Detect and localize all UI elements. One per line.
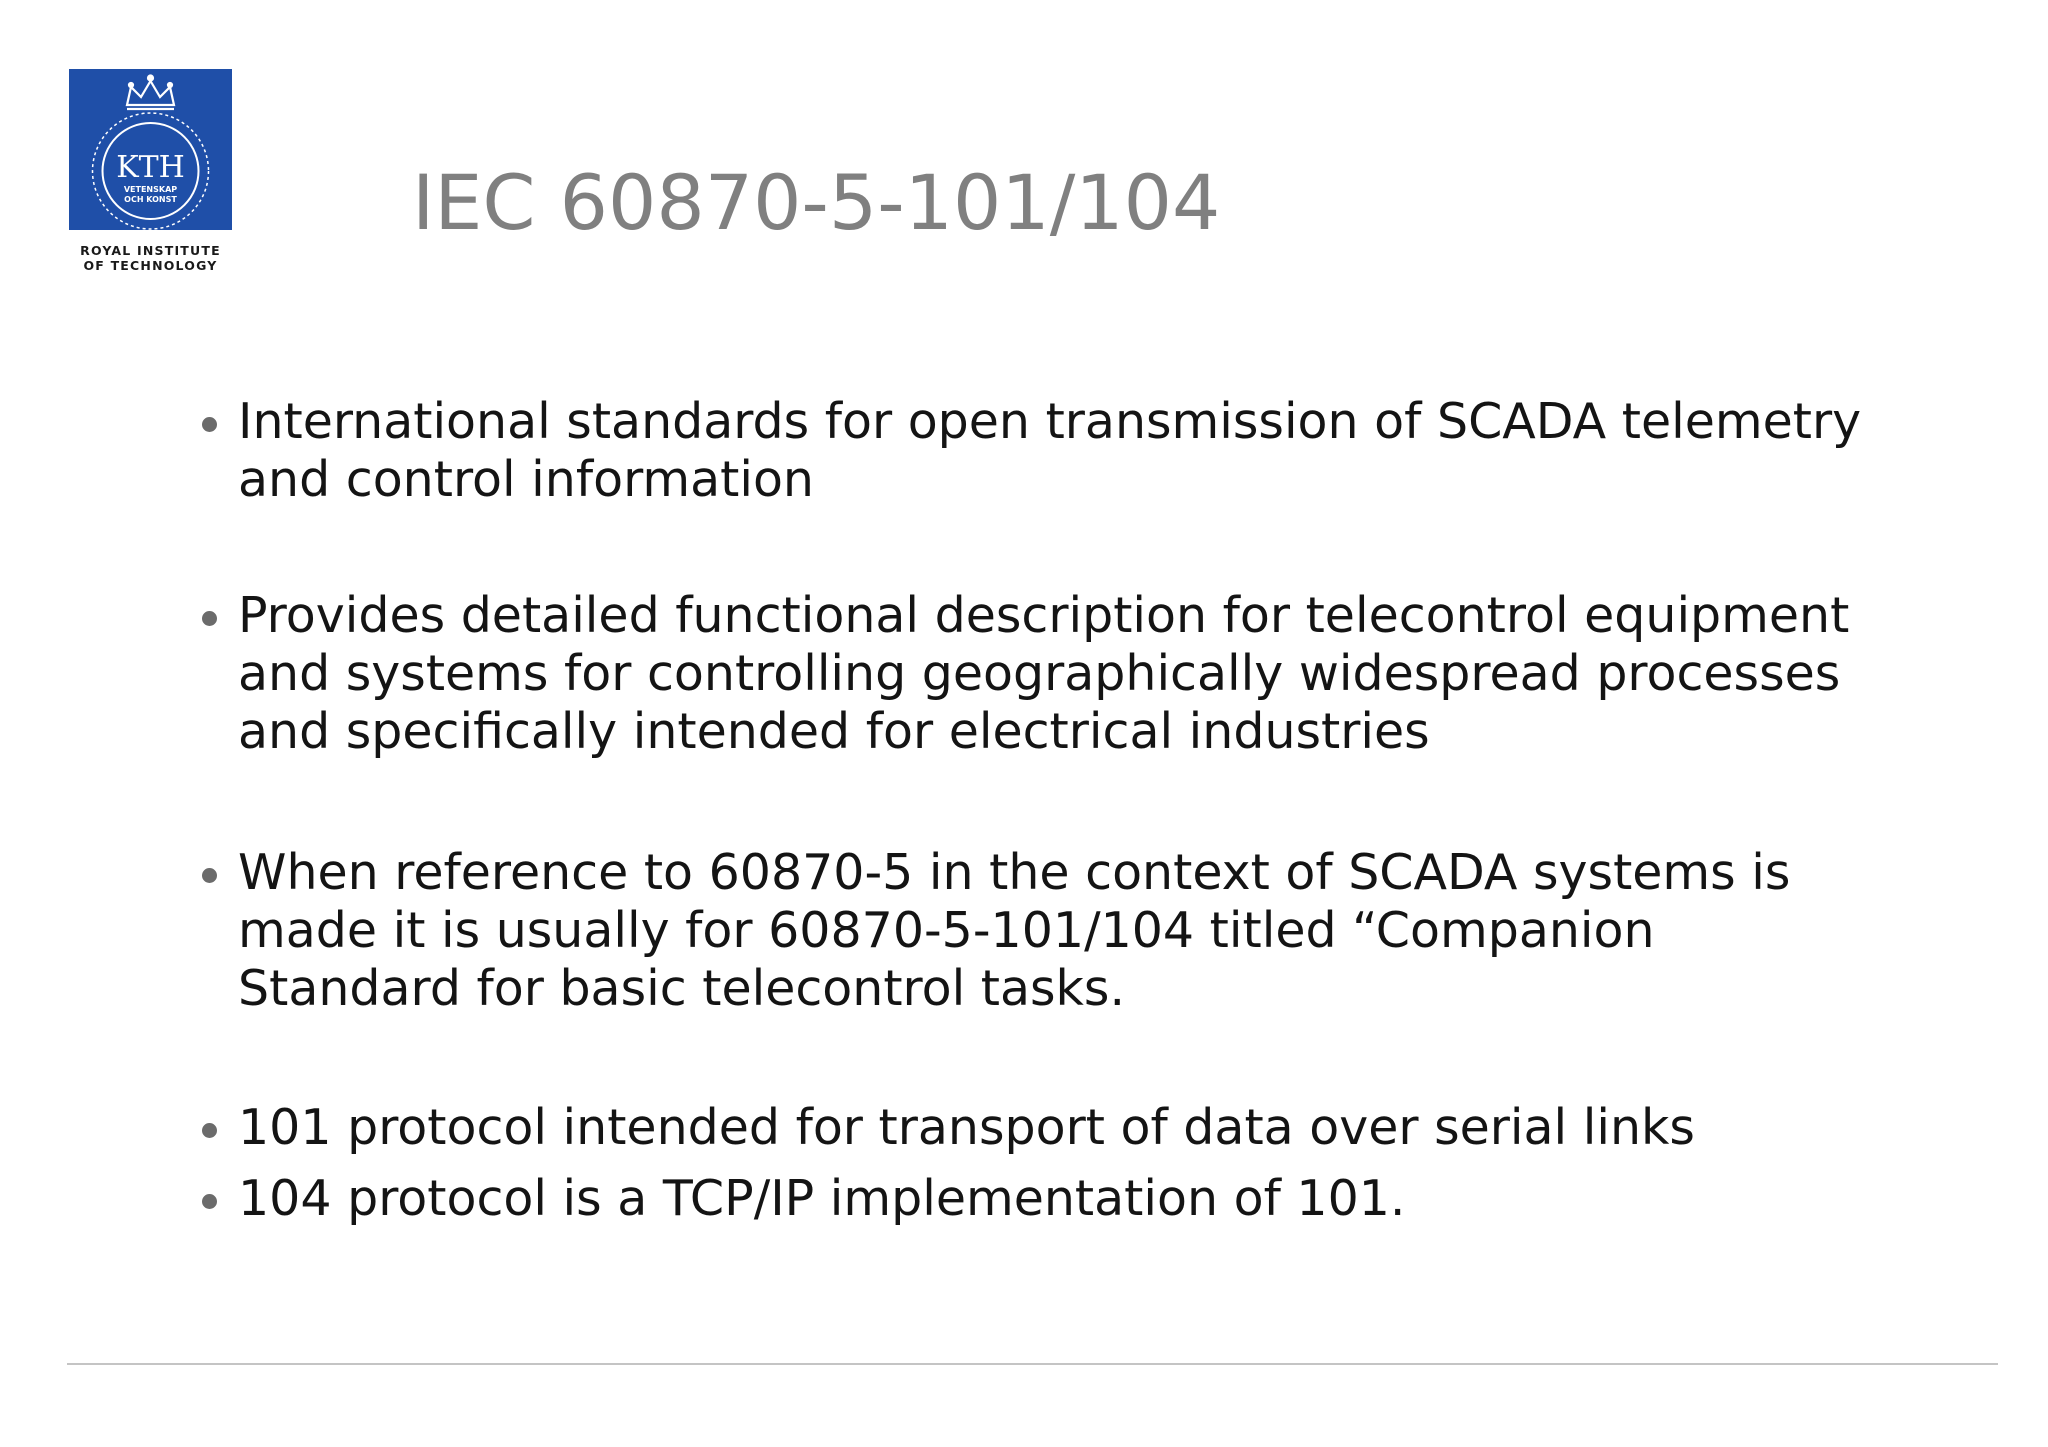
emblem-kth-text: KTH bbox=[116, 150, 185, 185]
bullet-line: Provides detailed functional description for telecontrol equipment bbox=[238, 587, 1850, 644]
bullet-line: 101 protocol intended for transport of data over serial links bbox=[238, 1099, 1695, 1156]
bullet-line: and specifically intended for electrical industries bbox=[238, 703, 1430, 760]
emblem-vetenskap-text: VETENSKAP bbox=[123, 185, 178, 194]
bullet-dot-icon bbox=[202, 417, 217, 432]
bullet-dot-icon bbox=[202, 868, 217, 883]
bullet-item bbox=[238, 1099, 1888, 1157]
bullet-dot-icon bbox=[202, 1123, 217, 1138]
bullet-dot-icon bbox=[202, 611, 217, 626]
bullet-item bbox=[238, 587, 1888, 761]
footer-divider bbox=[67, 1363, 1998, 1365]
bullet-item bbox=[238, 393, 1888, 509]
bullet-line: International standards for open transmission of SCADA telemetry bbox=[238, 393, 1862, 450]
bullet-item bbox=[238, 1170, 1888, 1228]
bullet-line: 104 protocol is a TCP/IP implementation of 101. bbox=[238, 1170, 1406, 1227]
bullet-dot-icon bbox=[202, 1194, 217, 1209]
slide-title: IEC 60870-5-101/104 bbox=[412, 158, 1221, 247]
bullet-line: and control information bbox=[238, 451, 814, 508]
bullet-line: and systems for controlling geographically widespread processes bbox=[238, 645, 1841, 702]
bullet-item bbox=[238, 844, 1888, 1018]
bullet-line: made it is usually for 60870-5-101/104 titled “Companion bbox=[238, 902, 1655, 959]
logo-caption-line: ROYAL INSTITUTE bbox=[80, 243, 221, 258]
emblem-och-konst-text: OCH KONST bbox=[124, 195, 177, 204]
bullet-line: When reference to 60870-5 in the context of SCADA systems is bbox=[238, 844, 1791, 901]
logo-caption-line: OF TECHNOLOGY bbox=[83, 258, 218, 273]
bullet-line: Standard for basic telecontrol tasks. bbox=[238, 960, 1126, 1017]
